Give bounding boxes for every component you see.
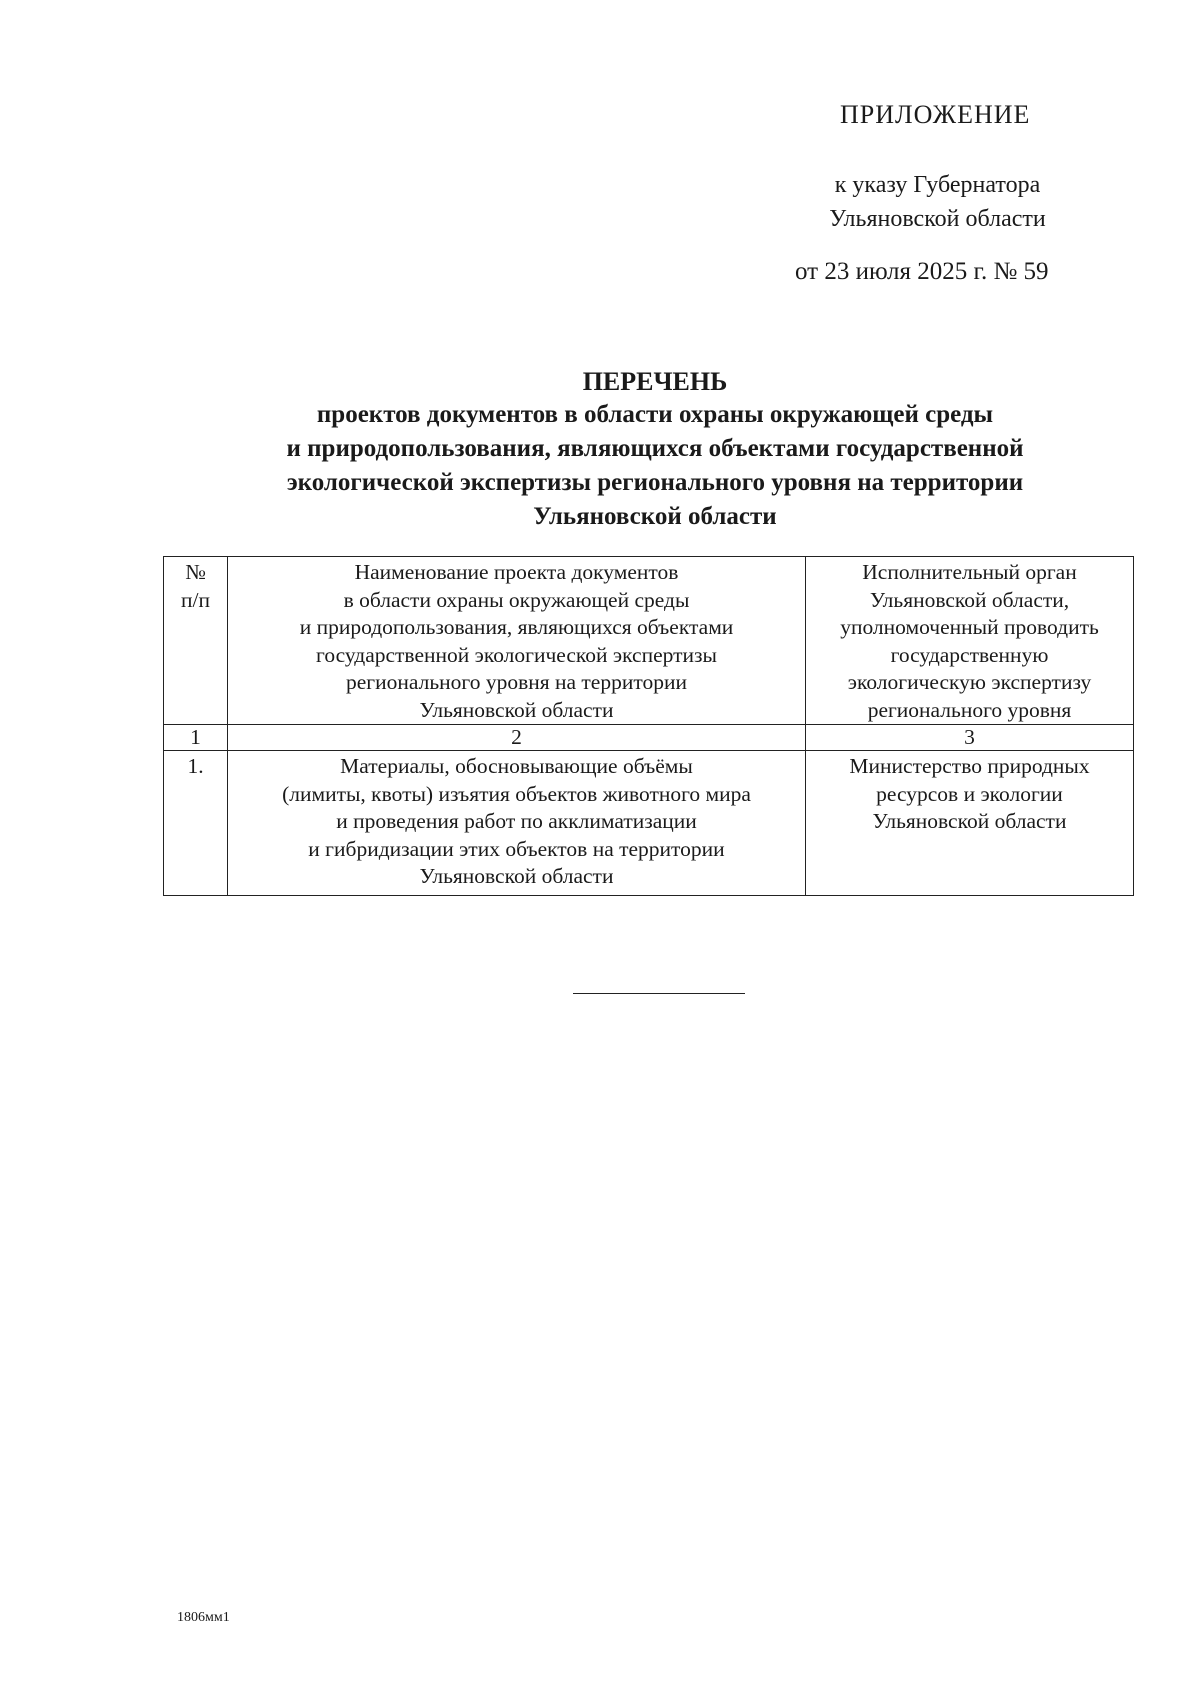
appendix-reference [800, 168, 1075, 236]
subtitle-line: экологической экспертизы регионального уровня на территории [286, 469, 1024, 496]
row-name-line: и проведения работ по акклиматизации [336, 809, 697, 833]
header-number-sign: № [185, 560, 206, 584]
closing-divider-line [573, 993, 745, 994]
column-number-cell: 3 [806, 725, 1134, 751]
header-name-line: Ульяновской области [419, 697, 614, 722]
subtitle-line: проектов документов в области охраны окружающей среды [316, 401, 994, 428]
row-name-line: Материалы, обосновывающие объёмы [340, 754, 693, 778]
header-authority-line: уполномоченный проводить [840, 615, 1099, 639]
row-authority-line: Министерство природных [849, 754, 1090, 778]
documents-table [163, 556, 1134, 896]
row-authority-line: ресурсов и экологии [876, 781, 1063, 806]
appendix-reference-line-1: к указу Губернатора [834, 172, 1041, 198]
header-name-line: государственной экологической экспертизы [316, 642, 717, 667]
header-number-abbr: п/п [181, 587, 210, 612]
header-authority-line: Исполнительный орган [862, 560, 1077, 584]
header-name-cell [228, 557, 806, 725]
table-header-row [164, 557, 1134, 725]
header-authority-line: регионального уровня [867, 697, 1072, 722]
row-name-cell [228, 751, 806, 896]
header-name-line: регионального уровня на территории [346, 670, 687, 694]
row-name-line: и гибридизации этих объектов на территории [308, 836, 725, 861]
appendix-reference-line-2: Ульяновской области [829, 206, 1046, 232]
header-authority-line: государственную [890, 642, 1049, 667]
header-number-cell [164, 557, 228, 725]
header-name-line: Наименование проекта документов [354, 560, 679, 584]
row-name-line: Ульяновской области [419, 864, 614, 888]
row-authority-cell [806, 751, 1134, 896]
subtitle-line: и природопользования, являющихся объектами государственной [286, 435, 1024, 462]
appendix-title: ПРИЛОЖЕНИЕ [840, 100, 1031, 129]
header-authority-line: экологическую экспертизу [847, 670, 1092, 694]
row-name-line: (лимиты, квоты) изъятия объектов животного мира [282, 781, 751, 806]
column-number-cell: 2 [228, 725, 806, 751]
subtitle-line: Ульяновской области [533, 503, 777, 530]
row-number-cell: 1. [164, 751, 228, 896]
document-subtitle [150, 398, 1160, 534]
column-number-cell: 1 [164, 725, 228, 751]
header-name-line: и природопользования, являющихся объектами [299, 615, 734, 639]
header-authority-line: Ульяновской области, [869, 587, 1070, 612]
footer-document-code: 1806мм1 [177, 1610, 230, 1625]
table-column-numbers-row [164, 725, 1134, 751]
row-authority-line: Ульяновской области [872, 809, 1067, 833]
header-authority-cell [806, 557, 1134, 725]
appendix-date: от 23 июля 2025 г. № 59 [795, 258, 1049, 285]
table-row [164, 751, 1134, 896]
header-name-line: в области охраны окружающей среды [343, 587, 690, 612]
document-title: ПЕРЕЧЕНЬ [582, 367, 728, 396]
